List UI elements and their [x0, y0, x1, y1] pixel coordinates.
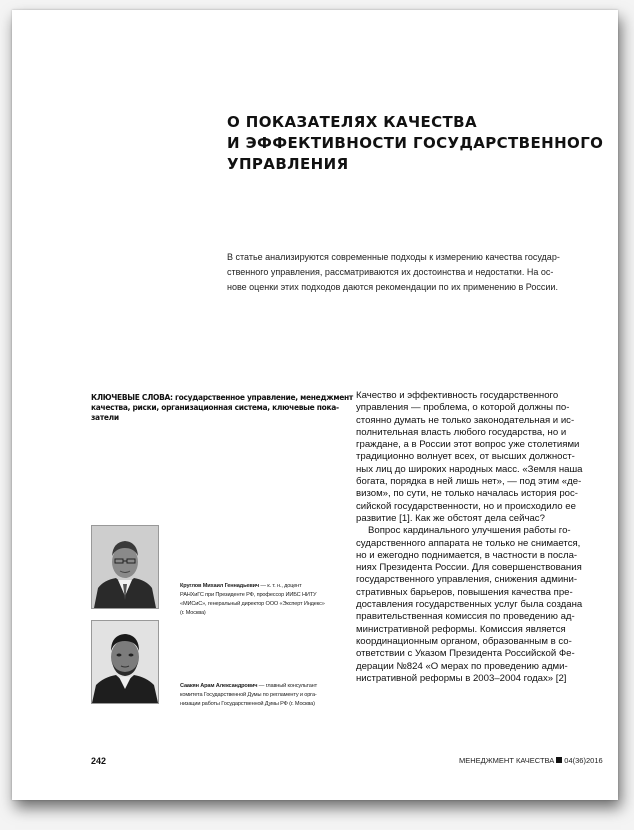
keywords-line: качества, риски, организационная система, ключевые пока-: [91, 403, 339, 412]
keywords-block: [91, 393, 353, 423]
body-line: Вопрос кардинального улучшения работы го-: [368, 525, 571, 537]
abstract-line: В статье анализируются современные подходы к измерению качества государ-: [227, 252, 560, 262]
abstract-line: нове оценки этих подходов даются рекомендации по их применению в России.: [227, 282, 558, 292]
body-line: граждане, а в России этот вопрос уже столетиями: [356, 439, 580, 451]
body-line: ных лиц до широких народных масс. «Земля наша: [356, 463, 583, 475]
body-line: но и ежегодно поднимается, в частности в посла-: [356, 549, 578, 561]
journal-footer: [459, 756, 603, 765]
body-line: государственного управления, снижения админи-: [356, 574, 578, 586]
body-line: ответствии с Указом Президента Российской Фе-: [356, 648, 575, 660]
author-name: Саакян Арам Александрович: [180, 683, 258, 689]
article-body: [356, 390, 606, 685]
body-line: правительственная комиссия по проведению ад-: [356, 611, 575, 623]
author-name: Круглов Михаил Геннадьевич: [180, 583, 260, 589]
body-line: министративной реформы. Комиссия является: [356, 623, 566, 635]
body-line: Качество и эффективность государственного: [356, 390, 559, 401]
body-line: визом», по сути, не только началась история рос-: [356, 488, 578, 500]
author-bio-line: комитета Государственной Думы по регламенту и орга-: [180, 692, 317, 698]
abstract-line: ственного управления, рассматриваются их достоинства и недостатки. На ос-: [227, 267, 554, 277]
author-bio-line: «МИСиС», генеральный директор ООО «Эксперт Индекс»: [180, 601, 325, 607]
author-bio-2: [180, 682, 340, 709]
body-line: развитие [1]. Как же обстоят дела сейчас?: [356, 512, 545, 524]
article-abstract: [227, 250, 609, 295]
square-separator-icon: [556, 757, 562, 763]
author-role: — главный консультант: [257, 683, 318, 689]
title-line: О ПОКАЗАТЕЛЯХ КАЧЕСТВА: [227, 113, 478, 131]
author-bio-line: (г. Москва): [180, 610, 206, 616]
page-number: 242: [91, 756, 107, 766]
author-bio-line: РАНХиГС при Президенте РФ, профессор ИИБС НИТУ: [180, 592, 317, 598]
article-title: [227, 112, 607, 175]
journal-name: МЕНЕДЖМЕНТ КАЧЕСТВА: [459, 756, 555, 765]
title-line: УПРАВЛЕНИЯ: [227, 155, 349, 173]
body-line: традиционно волнует всех, от высших должност-: [356, 451, 575, 463]
author-bio-line: низации работы Государственной Думы РФ (г. Москва): [180, 701, 315, 707]
body-line: дерации №824 «О мерах по проведению адми-: [356, 660, 568, 672]
body-line: стративных барьеров, повышения качества пре-: [356, 586, 573, 598]
journal-issue: 04(36)2016: [564, 756, 603, 765]
body-line: полнительная власть любого государства, но и: [356, 426, 567, 438]
keywords-line: КЛЮЧЕВЫЕ СЛОВА: государственное управление, менеджмент: [91, 393, 353, 402]
body-line: сийской государственности, но и происходило ее: [356, 500, 576, 512]
keywords-line: затели: [91, 413, 119, 422]
body-line: доставления государственных услуг была создана: [356, 599, 583, 611]
body-line: управления — проблема, о которой должны по-: [356, 402, 570, 414]
author-bio-1: [180, 582, 340, 618]
body-line: богата, порядка в ней лишь нет», — под этим «де-: [356, 476, 582, 488]
author-photo: [91, 620, 159, 704]
author-role: — к. т. н., доцент: [259, 583, 302, 589]
body-line: ниях Президента России. Для совершенствования: [356, 562, 582, 574]
body-line: координационным органом, образованным в со-: [356, 635, 572, 647]
body-line: сударственного аппарата не только не снимается,: [356, 537, 581, 549]
author-photo: [91, 525, 159, 609]
journal-page: [12, 10, 618, 800]
title-line: И ЭФФЕКТИВНОСТИ ГОСУДАРСТВЕННОГО: [227, 134, 604, 152]
body-line: нистративной реформы в 2003–2004 годах» [2]: [356, 672, 567, 684]
body-line: стоянно думать не только законодательная и ис-: [356, 414, 575, 426]
